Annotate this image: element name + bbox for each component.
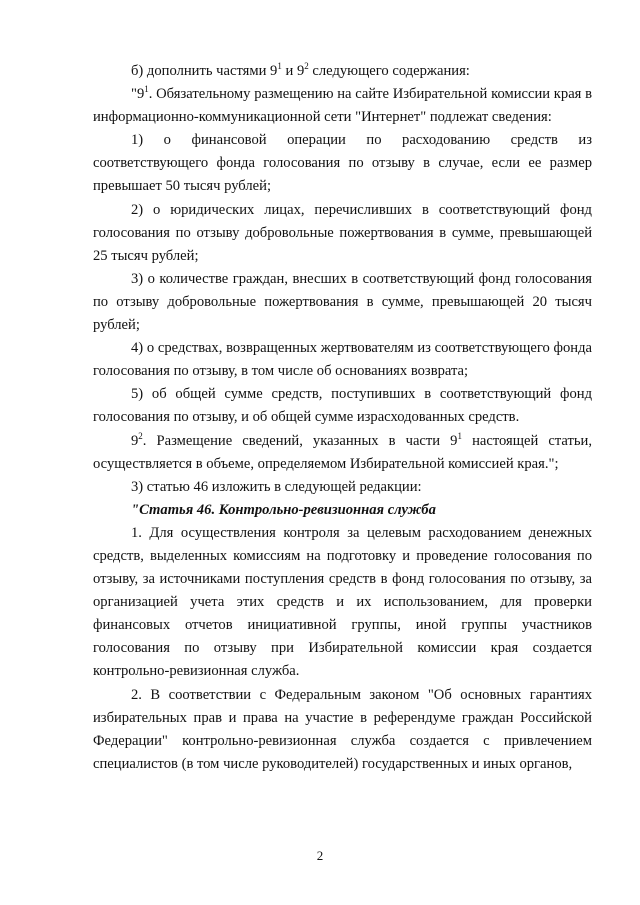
text-run: настоящей статьи, осуществляется в объеме, определяемом Избирательной комиссией края."; bbox=[93, 432, 592, 472]
paragraph-item-3 bbox=[93, 268, 592, 337]
paragraph-article-46-intro bbox=[93, 476, 592, 499]
paragraph-item-5 bbox=[93, 383, 592, 429]
paragraph-item-1 bbox=[93, 129, 592, 198]
text-run: . Размещение сведений, указанных в части 9 bbox=[142, 432, 458, 449]
text-run: . Обязательному размещению на сайте Избирательной комиссии края в информационно-коммуникационной сети "Интернет" подлежат сведения: bbox=[93, 86, 592, 126]
text-run: и 9 bbox=[281, 63, 305, 79]
paragraph-article-46-part-1 bbox=[93, 522, 592, 684]
paragraph-article-46-part-2 bbox=[93, 684, 592, 776]
paragraph-item-4 bbox=[93, 337, 592, 383]
text-run: 2. В соответствии с Федеральным законом "Об основных гарантиях избирательных прав и права на участие в референдуме граждан Российской Федерации" контрольно-ревизионная служба создается с привлечением специалистов (в том числе руководителей) государственных и иных органов, bbox=[93, 686, 592, 772]
document-body bbox=[93, 60, 592, 776]
text-run: 3) о количестве граждан, внесших в соответствующий фонд голосования по отзыву добровольные пожертвования в сумме, превышающей 20 тысяч рублей; bbox=[93, 270, 592, 334]
text-run: "9 bbox=[131, 86, 145, 103]
text-run: "Статья 46. Контрольно-ревизионная служба bbox=[131, 501, 436, 518]
text-run: 5) об общей сумме средств, поступивших в соответствующий фонд голосования по отзыву, и об общей сумме израсходованных средств. bbox=[93, 386, 592, 426]
superscript: 1 bbox=[457, 430, 462, 441]
text-run: 1. Для осуществления контроля за целевым расходованием денежных средств, выделенных комиссиям на подготовку и проведение голосования по отзыву, за источниками поступления средств в фонд голосования по отзыву, за организацией учета этих средств и их использованием, для проверки финансовых отчетов инициативной группы, иной группы участников голосования по отзыву при Избирательной комиссии края создается контрольно-ревизионная служба. bbox=[93, 524, 592, 680]
paragraph-intro bbox=[93, 60, 592, 83]
text-run: 9 bbox=[131, 432, 139, 449]
text-run: 2) о юридических лицах, перечисливших в соответствующий фонд голосования по отзыву добровольные пожертвования в сумме, превышающей 25 тысяч рублей; bbox=[93, 201, 592, 264]
text-run: б) дополнить частями 9 bbox=[131, 63, 278, 79]
paragraph-part-9-2 bbox=[93, 430, 592, 476]
text-run: 4) о средствах, возвращенных жертвователям из соответствующего фонда голосования по отзыву, в том числе об основаниях возврата; bbox=[93, 340, 592, 380]
text-run: 3) статью 46 изложить в следующей редакции: bbox=[131, 478, 422, 495]
paragraph-part-9-1 bbox=[93, 83, 592, 129]
text-run: следующего содержания: bbox=[308, 63, 470, 79]
page-number: 2 bbox=[316, 848, 324, 863]
text-run: 1) о финансовой операции по расходованию средств из соответствующего фонда голосования по отзыву в случае, если ее размер превышает 50 тысяч рублей; bbox=[93, 132, 592, 195]
superscript: 2 bbox=[304, 61, 309, 71]
superscript: 2 bbox=[138, 430, 143, 441]
article-46-heading bbox=[93, 499, 592, 522]
superscript: 1 bbox=[277, 61, 282, 71]
paragraph-item-2 bbox=[93, 199, 592, 268]
superscript: 1 bbox=[144, 84, 149, 95]
